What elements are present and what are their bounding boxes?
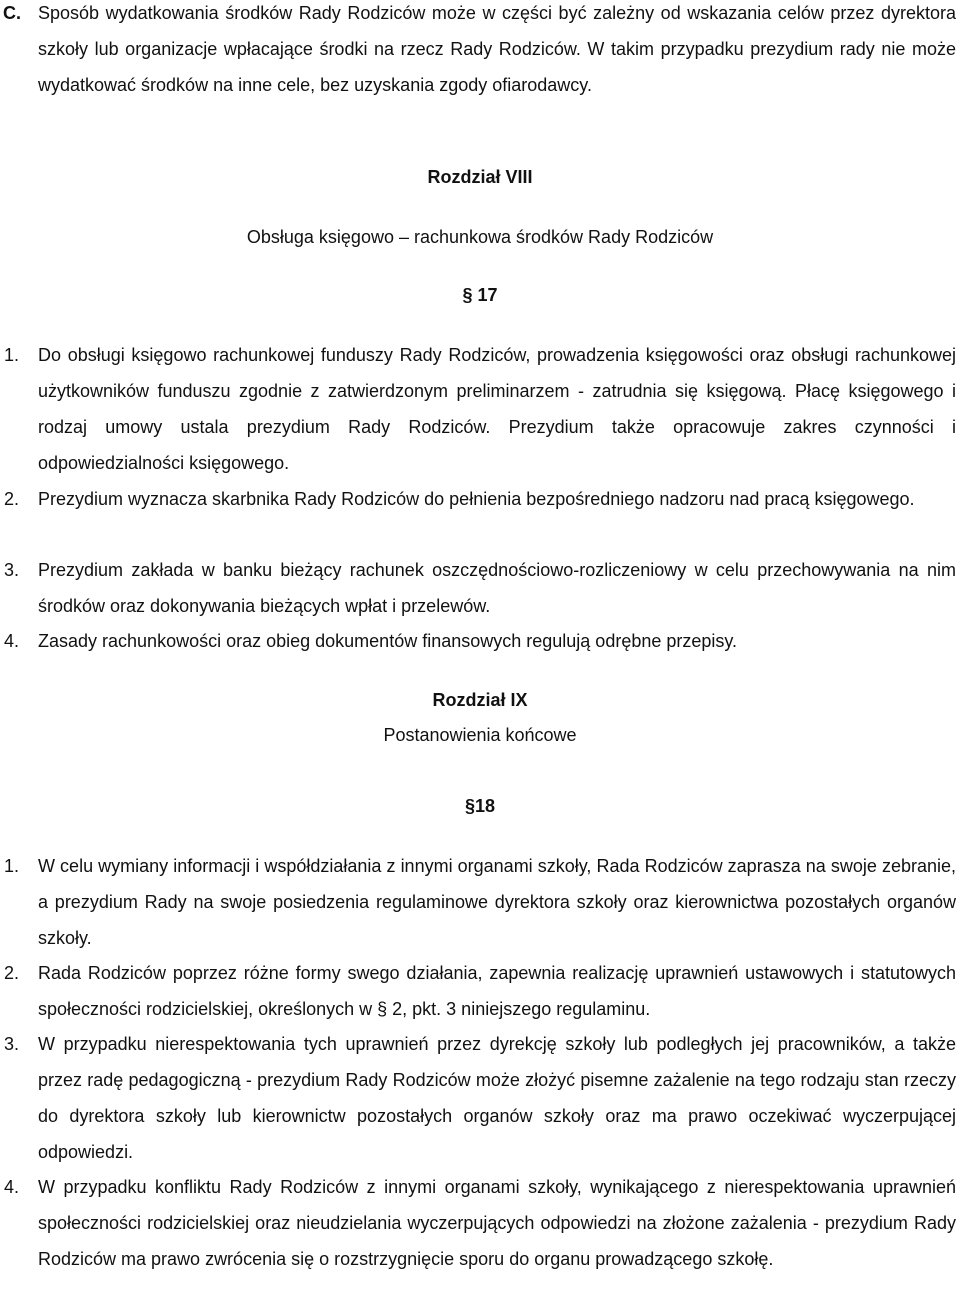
ch9-item-3: [4, 1026, 956, 1170]
item-text: Rada Rodziców poprzez różne formy swego działania, zapewnia realizację uprawnień ustawowych i statutowych społeczności rodzicielskiej, określonych w § 2, pkt. 3 niniejszego regulaminu.: [38, 963, 956, 1019]
chapter-9-title: Rozdział IX: [432, 690, 528, 710]
ch9-item-4: [4, 1169, 956, 1277]
item-number: 2.: [4, 963, 20, 983]
item-number: 3.: [4, 1034, 20, 1054]
ch8-item-3: [4, 552, 956, 624]
item-number: 4.: [4, 631, 20, 651]
item-text: W przypadku nierespektowania tych uprawnień przez dyrekcję szkoły lub podległych jej pracowników, a także przez radę pedagogiczną - prezydium Rady Rodziców może złożyć pisemne zażalenie na tego rodzaju stan rzeczy do dyrektora szkoły lub kierownictw pozostałych organów szkoły oraz ma prawo oczekiwać wyczerpującej odpowiedzi.: [38, 1034, 956, 1162]
chapter-8-title: Rozdział VIII: [427, 167, 533, 187]
paragraph-17-heading: § 17: [462, 285, 498, 305]
item-number: 1.: [4, 345, 20, 365]
paragraph-18-heading: §18: [464, 796, 496, 816]
item-number: 2.: [4, 489, 20, 509]
item-text: W przypadku konfliktu Rady Rodziców z innymi organami szkoły, wynikającego z nierespektowania uprawnień społeczności rodzicielskiej oraz nieudzielania wyczerpujących odpowiedzi na złożone zażalenia - prezydium Rady Rodziców ma prawo zwrócenia się o rozstrzygnięcie sporu do organu prowadzącego szkołę.: [38, 1177, 956, 1269]
chapter-9-subtitle: Postanowienia końcowe: [383, 725, 577, 745]
ch8-item-1: [4, 337, 956, 481]
item-text: Zasady rachunkowości oraz obieg dokumentów finansowych regulują odrębne przepisy.: [38, 631, 738, 651]
item-number: 4.: [4, 1177, 20, 1197]
item-text: Prezydium wyznacza skarbnika Rady Rodziców do pełnienia bezpośredniego nadzoru nad pracą księgowego.: [38, 489, 915, 509]
intro-paragraph: [3, 0, 956, 103]
item-number: 3.: [4, 560, 20, 580]
ch8-item-2: [4, 481, 956, 517]
ch9-item-2: [4, 955, 956, 1027]
item-text: Do obsługi księgowo rachunkowej funduszy Rady Rodziców, prowadzenia księgowości oraz obsługi rachunkowej użytkowników funduszu zgodnie z zatwierdzonym preliminarzem - zatrudnia się księgową. Płacę księgowego i rodzaj umowy ustala prezydium Rady Rodziców. Prezydium także opracowuje zakres czynności i odpowiedzialności księgowego.: [38, 345, 956, 473]
ch8-item-4: [4, 623, 956, 659]
intro-text: Sposób wydatkowania środków Rady Rodziców może w części być zależny od wskazania celów przez dyrektora szkoły lub organizacje wpłacające środki na rzecz Rady Rodziców. W takim przypadku prezydium rady nie może wydatkować środków na inne cele, bez uzyskania zgody ofiarodawcy.: [38, 3, 956, 95]
chapter-8-subtitle: Obsługa księgowo – rachunkowa środków Rady Rodziców: [246, 227, 714, 247]
item-text: W celu wymiany informacji i współdziałania z innymi organami szkoły, Rada Rodziców zaprasza na swoje zebranie, a prezydium Rady na swoje posiedzenia regulaminowe dyrektora szkoły oraz kierownictwa pozostałych organów szkoły.: [38, 856, 956, 948]
ch9-item-1: [4, 848, 956, 956]
intro-letter: C.: [3, 3, 21, 23]
item-number: 1.: [4, 856, 20, 876]
item-text: Prezydium zakłada w banku bieżący rachunek oszczędnościowo-rozliczeniowy w celu przechowywania na nim środków oraz dokonywania bieżących wpłat i przelewów.: [38, 560, 956, 616]
